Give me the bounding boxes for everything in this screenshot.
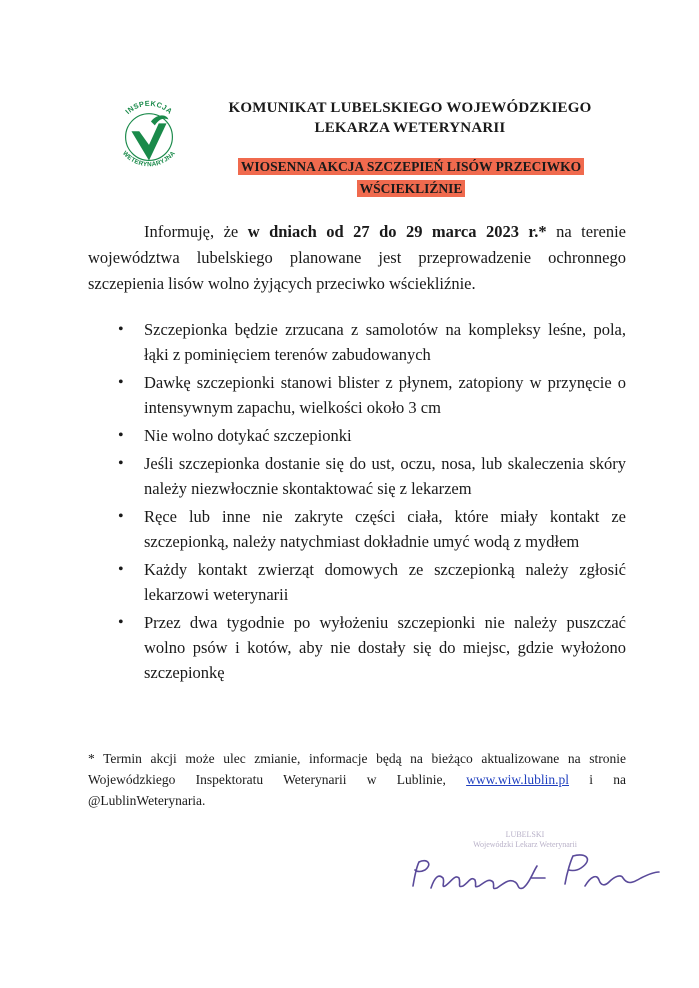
bullet-item: • Jeśli szczepionka dostanie się do ust, oczu, nosa, lub skaleczenia skóry należy niezwłocznie skontaktować się z lekarzem bbox=[118, 451, 626, 501]
stamp-line-1: LUBELSKI bbox=[505, 830, 545, 839]
logo-text-top: INSPEKCJA bbox=[123, 98, 175, 116]
bullet-item: • Nie wolno dotykać szczepionki bbox=[118, 423, 626, 448]
title-line-2: LEKARZA WETERYNARII bbox=[314, 120, 506, 136]
footnote-text-after: i na @LublinWeterynaria. bbox=[88, 772, 626, 808]
communique-title bbox=[195, 98, 625, 138]
bullet-item: • Każdy kontakt zwierząt domowych ze szczepionką należy zgłosić lekarzowi weterynarii bbox=[118, 557, 626, 607]
action-title-highlight: WIOSENNA AKCJA SZCZEPIEŃ LISÓW PRZECIWKO WŚCIEKLIŹNIE bbox=[238, 158, 584, 197]
bullet-item: • Szczepionka będzie zrzucana z samolotów na kompleksy leśne, pola, łąki z pominięciem terenów zabudowanych bbox=[118, 317, 626, 367]
bullet-item: • Przez dwa tygodnie po wyłożeniu szczepionki nie należy puszczać wolno psów i kotów, aby nie dostały się do miejsc, gdzie wyłożono szczepionkę bbox=[118, 610, 626, 685]
logo-text-bottom: WETERYNARYJNA bbox=[120, 149, 178, 169]
safety-bullet-list bbox=[118, 317, 626, 688]
footnote bbox=[88, 748, 626, 811]
bullet-item: • Ręce lub inne nie zakryte części ciała, które miały kontakt ze szczepionką, należy natychmiast dokładnie umyć wodą z mydłem bbox=[118, 504, 626, 554]
handwritten-signature bbox=[405, 848, 665, 898]
stamp-line-2: Wojewódzki Lekarz Weterynarii bbox=[473, 840, 577, 849]
intro-text-after: na terenie województwa lubelskiego planowane jest przeprowadzenie ochronnego szczepienia lisów wolno żyjących przeciwko wściekliźnie. bbox=[88, 222, 627, 293]
wiw-website-link[interactable]: www.wiw.lublin.pl bbox=[466, 772, 569, 787]
intro-paragraph bbox=[88, 219, 626, 297]
title-line-1: KOMUNIKAT LUBELSKIEGO WOJEWÓDZKIEGO bbox=[228, 100, 592, 116]
bullet-item: • Dawkę szczepionki stanowi blister z płynem, zatopiony w przynęcie o intensywnym zapachu, wielkości około 3 cm bbox=[118, 370, 626, 420]
intro-text-before: Informuję, że bbox=[144, 222, 248, 241]
intro-date-bold: w dniach od 27 do 29 marca 2023 r.* bbox=[247, 222, 547, 241]
official-stamp bbox=[440, 830, 610, 850]
action-title bbox=[204, 156, 618, 200]
footnote-text-before: * Termin akcji może ulec zmianie, informacje będą na bieżąco aktualizowane na stronie Wojewódzkiego Inspektoratu Weterynarii w Lublinie, bbox=[88, 751, 626, 787]
inspekcja-weterynaryjna-logo bbox=[110, 94, 188, 184]
